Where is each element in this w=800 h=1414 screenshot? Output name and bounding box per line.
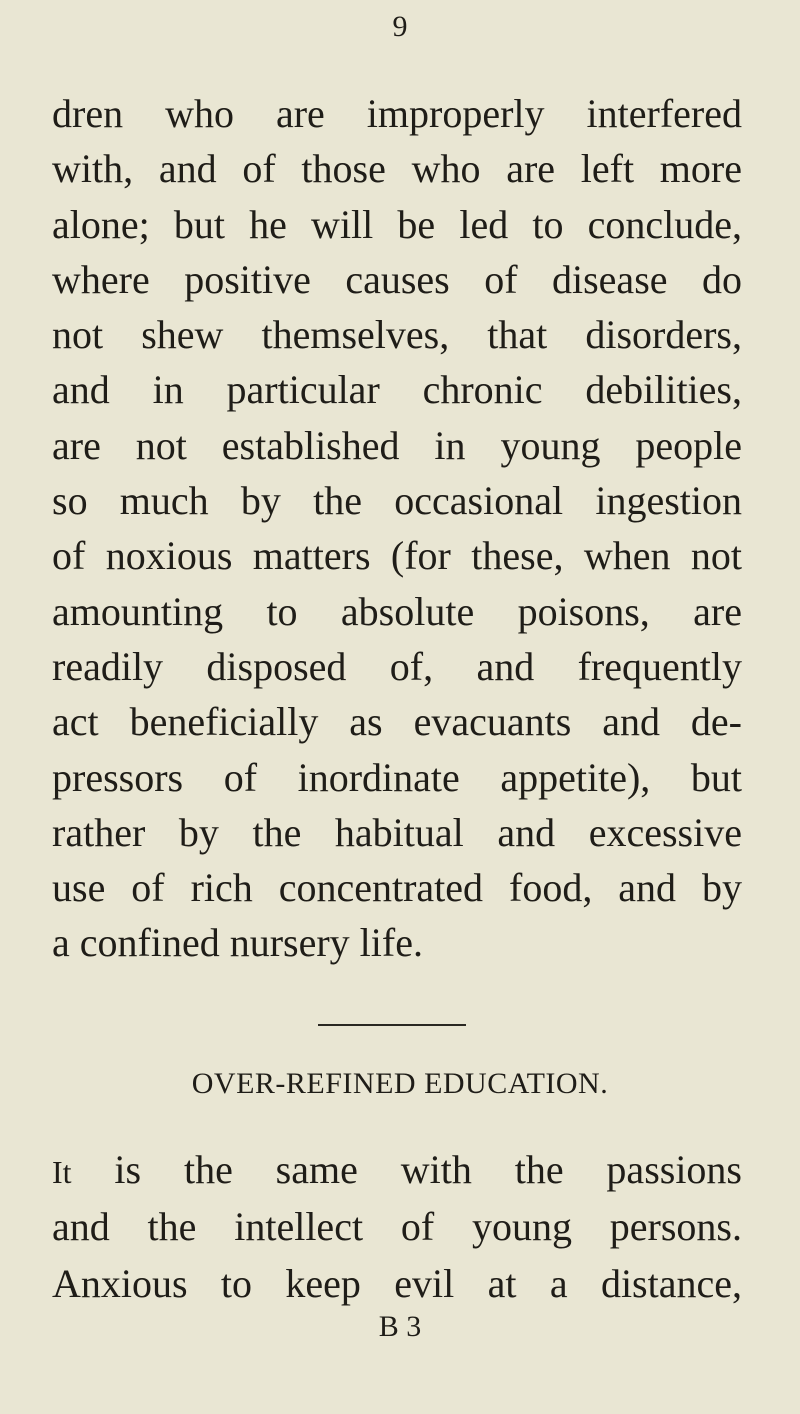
- text-line: use of rich concentrated food, and by: [52, 865, 742, 911]
- text-line: alone; but he will be led to conclude,: [52, 201, 742, 247]
- text-line: and the intellect of young persons.: [52, 1204, 742, 1249]
- text-line: of noxious matters (for these, when not: [52, 533, 742, 579]
- paragraph-1: [52, 86, 742, 971]
- text-line: Anxious to keep evil at a distance,: [52, 1261, 742, 1306]
- line-rest: is the same with the passions: [71, 1147, 742, 1192]
- text-line: not shew themselves, that disorders,: [52, 312, 742, 358]
- section-divider: [318, 1024, 466, 1026]
- text-line: readily disposed of, and frequently: [52, 643, 742, 689]
- text-line: pressors of inordinate appetite), but: [52, 754, 742, 800]
- text-line: [52, 1141, 742, 1198]
- page-number: 9: [392, 10, 408, 43]
- text-line: act beneficially as evacuants and de-: [52, 699, 742, 745]
- text-line: a confined nursery life.: [52, 920, 423, 966]
- text-line: dren who are improperly interfered: [52, 91, 742, 136]
- text-line: are not established in young people: [52, 422, 742, 468]
- drop-initial: It: [52, 1154, 72, 1190]
- text-line: where positive causes of disease do: [52, 256, 742, 302]
- text-line: rather by the habitual and excessive: [52, 809, 742, 855]
- text-line: so much by the occasional ingestion: [52, 478, 742, 524]
- signature-mark: B 3: [378, 1310, 422, 1343]
- text-line: and in particular chronic debilities,: [52, 367, 742, 413]
- text-line: with, and of those who are left more: [52, 146, 742, 192]
- paragraph-2: [52, 1141, 742, 1312]
- section-heading: OVER-REFINED EDUCATION.: [191, 1067, 609, 1100]
- text-line: amounting to absolute poisons, are: [52, 588, 742, 634]
